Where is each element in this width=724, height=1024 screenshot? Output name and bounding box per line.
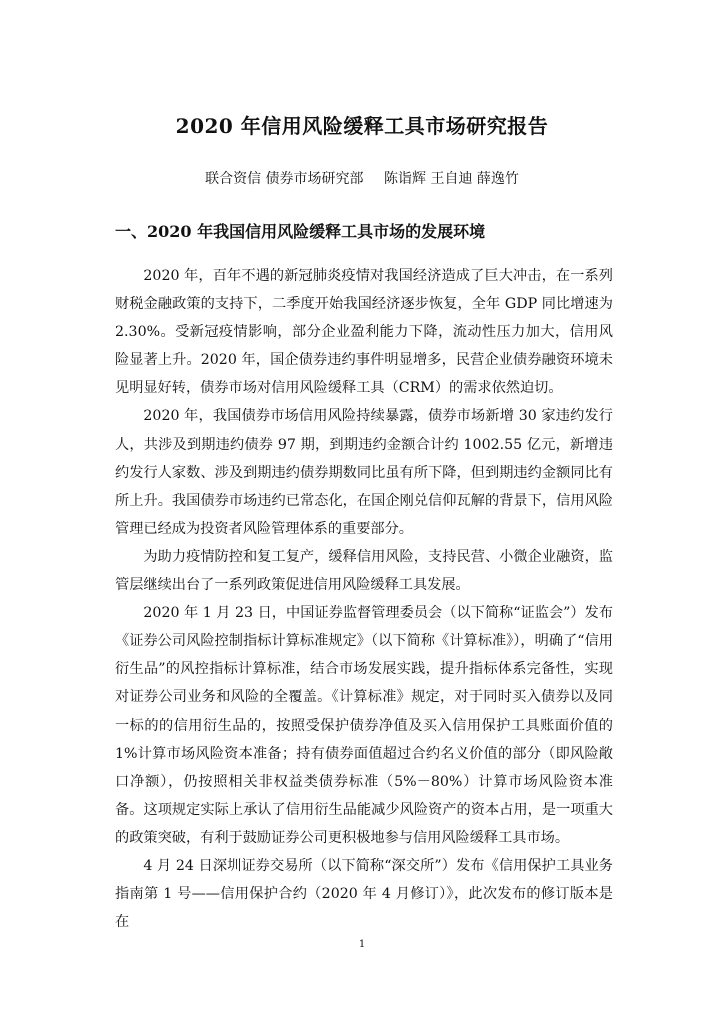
paragraph: 2020 年 1 月 23 日，中国证券监督管理委员会（以下简称“证监会”）发布《证券公司风险控制指标计算标准规定》（以下简称《计算标准》），明确了“信用衍生品”的风控指标计算标准，结合市场发展实践，提升指标体系完备性，实现对证券公司业务和风险的全覆盖。《计算标准》规定，对于同时买入债券以及同一标的的信用衍生品的，按照受保护债券净值及买入信用保护工具账面价值的 1%计算市场风险资本准备；持有债券面值超过合约名义价值的部分（即风险敞口净额），仍按照相关非权益类债券标准（5%－80%）计算市场风险资本准备。这项规定实际上承认了信用衍生品能减少风险资产的资本占用，是一项重大的政策突破，有利于鼓励证券公司更积极地参与信用风险缓释工具市场。 bbox=[115, 605, 613, 846]
body-text bbox=[115, 262, 613, 936]
page-number: 1 bbox=[358, 939, 366, 950]
author-names: 陈诣辉 王自迪 薛逸竹 bbox=[384, 171, 519, 187]
section-heading: 一、2020 年我国信用风险缓释工具市场的发展环境 bbox=[115, 222, 486, 241]
author-organization: 联合资信 债券市场研究部 bbox=[205, 171, 364, 187]
report-title: 2020 年信用风险缓释工具市场研究报告 bbox=[175, 114, 549, 138]
author-line bbox=[0, 168, 724, 190]
paragraph: 2020 年，百年不遇的新冠肺炎疫情对我国经济造成了巨大冲击，在一系列财税金融政策的支持下，二季度开始我国经济逐步恢复，全年 GDP 同比增速为 2.30%。受新冠疫情影响，部分企业盈利能力下降，流动性压力加大，信用风险显著上升。2020 年，国企债券违约事件明显增多，民营企业债券融资环境未见明显好转，债券市场对信用风险缓释工具（CRM）的需求依然迫切。 bbox=[115, 268, 613, 397]
paragraph: 2020 年，我国债券市场信用风险持续暴露，债券市场新增 30 家违约发行人，共涉及到期违约债券 97 期，到期违约金额合计约 1002.55 亿元，新增违约发行人家数、涉及到期违约债券期数同比虽有所下降，但到期违约金额同比有所上升。我国债券市场违约已常态化，在国企刚兑信仰瓦解的背景下，信用风险管理已经成为投资者风险管理体系的重要部分。 bbox=[115, 408, 613, 537]
paragraph: 为助力疫情防控和复工复产，缓释信用风险，支持民营、小微企业融资，监管层继续出台了一系列政策促进信用风险缓释工具发展。 bbox=[115, 548, 613, 594]
paragraph: 4 月 24 日深圳证券交易所（以下简称“深交所”）发布《信用保护工具业务指南第 1 号——信用保护合约（2020 年 4 月修订）》，此次发布的修订版本是在 bbox=[115, 857, 613, 931]
